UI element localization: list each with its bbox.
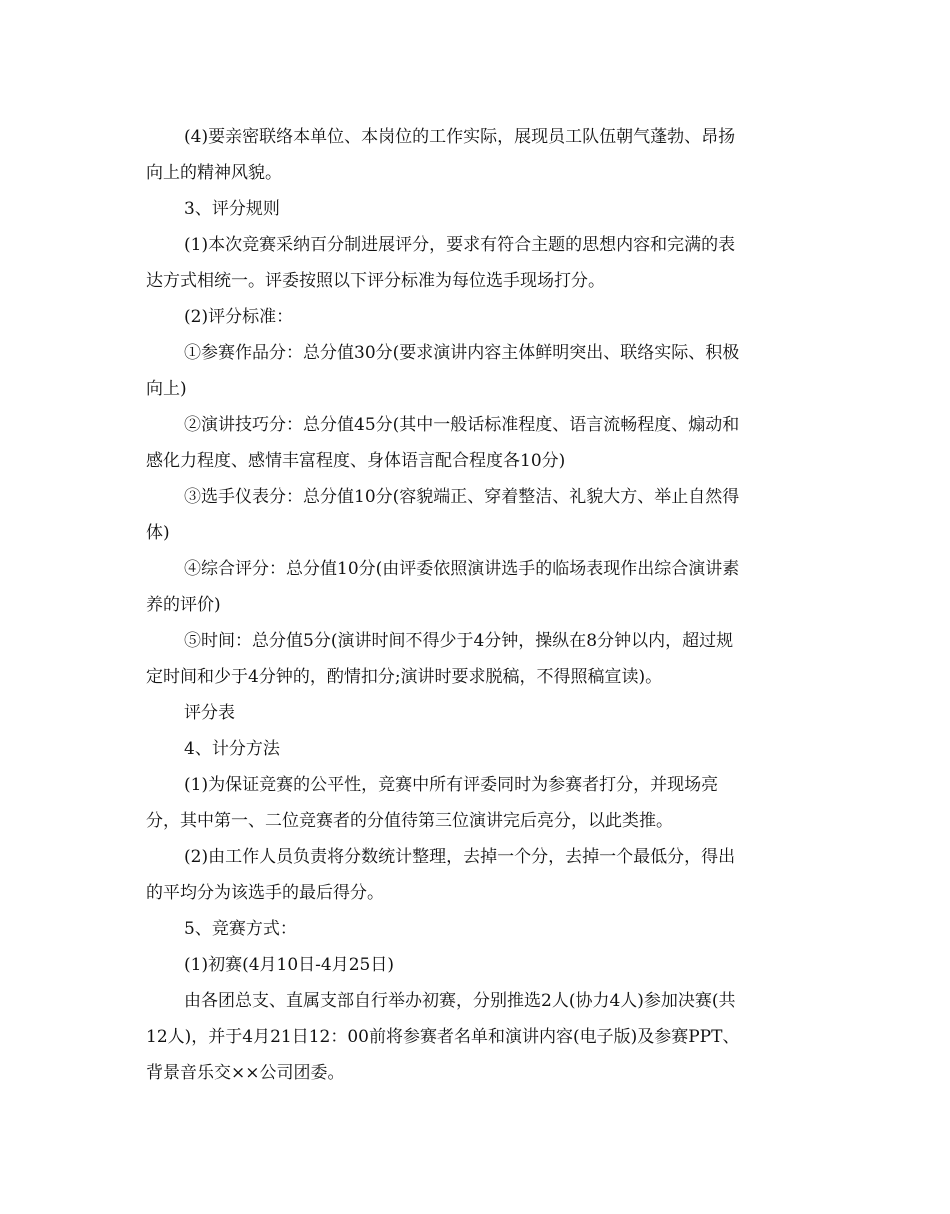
text-line-25: 由各团总支、直属支部自行举办初赛，分别推选2人(协力4人)参加决赛(共 — [184, 991, 736, 1011]
text-line-16: 定时间和少于4分钟的，酌情扣分;演讲时要求脱稿，不得照稿宣读)。 — [146, 667, 663, 687]
text-line-21: (2)由工作人员负责将分数统计整理，去掉一个分，去掉一个最低分，得出 — [184, 847, 736, 867]
text-line-10: 感化力程度、感情丰富程度、身体语言配合程度各10分) — [146, 451, 566, 471]
text-line-14: 养的评价) — [146, 595, 221, 615]
text-line-7: ①参赛作品分：总分值30分(要求演讲内容主体鲜明突出、联络实际、积极 — [184, 343, 740, 363]
text-line-12: 体) — [146, 523, 170, 543]
section-heading-competition-format: 5、竞赛方式： — [184, 919, 297, 939]
text-line-15: ⑤时间：总分值5分(演讲时间不得少于4分钟，操纵在8分钟以内，超过规 — [184, 631, 734, 651]
text-line-6: (2)评分标准： — [184, 307, 294, 327]
text-line-9: ②演讲技巧分：总分值45分(其中一般话标准程度、语言流畅程度、煽动和 — [184, 415, 740, 435]
text-line-4: (1)本次竞赛采纳百分制进展评分，要求有符合主题的思想内容和完满的表 — [184, 235, 736, 255]
text-line-11: ③选手仪表分：总分值10分(容貌端正、穿着整洁、礼貌大方、举止自然得 — [184, 487, 740, 507]
text-line-27: 背景音乐交××公司团委。 — [146, 1063, 345, 1083]
text-line-13: ④综合评分：总分值10分(由评委依照演讲选手的临场表现作出综合演讲素 — [184, 559, 740, 579]
text-line-8: 向上) — [146, 379, 187, 399]
section-heading-scoring-method: 4、计分方法 — [184, 739, 280, 759]
text-line-2: 向上的精神风貌。 — [146, 163, 282, 183]
text-line-5: 达方式相统一。评委按照以下评分标准为每位选手现场打分。 — [146, 271, 605, 291]
document-body — [146, 119, 806, 1091]
text-line-19: (1)为保证竞赛的公平性，竞赛中所有评委同时为参赛者打分，并现场亮 — [184, 775, 719, 795]
text-line-26: 12人)，并于4月21日12：00前将参赛者名单和演讲内容(电子版)及参赛PPT、 — [146, 1027, 740, 1047]
section-heading-scoring-rules: 3、评分规则 — [184, 199, 280, 219]
text-line-20: 分，其中第一、二位竞赛者的分值待第三位演讲完后亮分，以此类推。 — [146, 811, 673, 831]
text-line-24: (1)初赛(4月10日-4月25日) — [184, 955, 394, 975]
text-line-22: 的平均分为该选手的最后得分。 — [146, 883, 384, 903]
text-line-17: 评分表 — [184, 703, 235, 723]
text-line-1: (4)要亲密联络本单位、本岗位的工作实际，展现员工队伍朝气蓬勃、昂扬 — [184, 127, 736, 147]
